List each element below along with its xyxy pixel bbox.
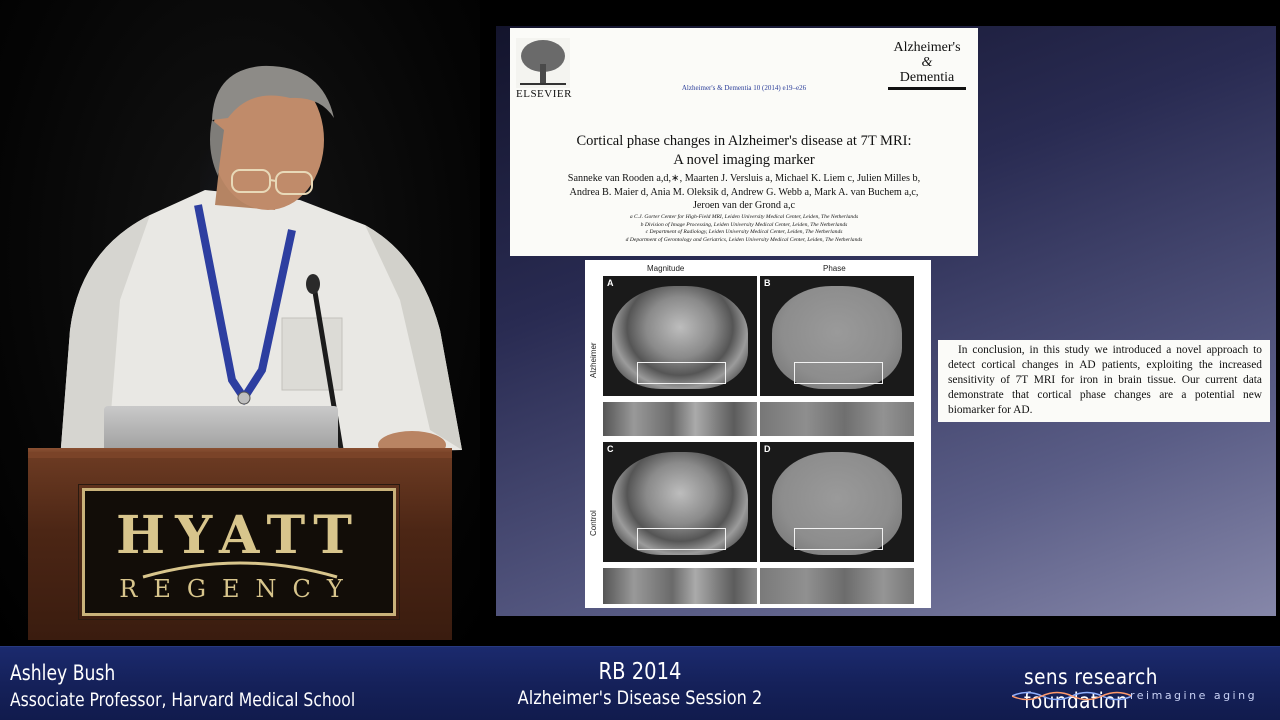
- session-name: Alzheimer's Disease Session 2: [517, 687, 763, 709]
- zoom-strip-d: [760, 568, 914, 604]
- journal-logo-line2: &: [921, 55, 933, 70]
- mri-panel-a: [603, 276, 757, 396]
- projected-slide: [496, 26, 1276, 616]
- paper-title: [530, 132, 958, 170]
- publisher-name: ELSEVIER: [516, 88, 572, 100]
- paper-header: [510, 28, 978, 256]
- column-label-phase: Phase: [823, 264, 846, 273]
- column-label-magnitude: Magnitude: [647, 264, 685, 273]
- roi-box: [637, 528, 726, 550]
- mri-panel-d: [760, 442, 914, 562]
- regency-wordmark: REGENCY: [119, 575, 359, 603]
- panel-letter-b: B: [764, 278, 771, 288]
- authors-line2: Andrea B. Maier d, Ania M. Oleksik d, Andrew G. Webb a, Mark A. van Buchem a,c,: [569, 186, 919, 198]
- roi-box: [794, 528, 883, 550]
- roi-box: [794, 362, 883, 384]
- paper-affiliations: [540, 214, 948, 244]
- affiliation-b: b Division of Image Processing, Leiden University Medical Center, Leiden, The Netherlands: [640, 221, 848, 228]
- zoom-strip-a: [603, 402, 757, 436]
- roi-box: [637, 362, 726, 384]
- zoom-strip-b: [760, 402, 914, 436]
- lower-third-banner: [0, 646, 1280, 720]
- row-label-alzheimer: Alzheimer: [589, 342, 598, 378]
- mri-panel-c: [603, 442, 757, 562]
- speaker-title: Associate Professor, Harvard Medical School: [10, 689, 356, 711]
- conclusion-text: In conclusion, in this study we introduced a novel approach to detect cortical changes in AD patients, exploiting the increased sensitivity of 7T MRI for iron in brain tissue. Our current data demonstrate that cortical phase changes are a potential new biomarker for AD.: [938, 340, 1270, 422]
- journal-logo: [888, 40, 966, 90]
- panel-letter-c: C: [607, 444, 614, 454]
- elsevier-tree-icon: [516, 38, 570, 88]
- stage-video: [0, 0, 480, 640]
- panel-letter-a: A: [607, 278, 614, 288]
- journal-logo-line3: Dementia: [899, 70, 955, 85]
- authors-line1: Sanneke van Rooden a,d,∗, Maarten J. Versluis a, Michael K. Liem c, Julien Milles b,: [567, 173, 921, 184]
- paper-title-line1: Cortical phase changes in Alzheimer's disease at 7T MRI:: [576, 133, 912, 149]
- hyatt-wordmark: HYATT: [116, 505, 362, 566]
- paper-authors: [528, 172, 960, 213]
- event-name: RB 2014: [598, 659, 682, 685]
- panel-letter-d: D: [764, 444, 771, 454]
- affiliation-d: d Department of Gerontology and Geriatrics, Leiden University Medical Center, Leiden, The Netherlands: [625, 236, 863, 243]
- speaker-name: Ashley Bush: [10, 661, 116, 685]
- mri-panel-b: [760, 276, 914, 396]
- row-label-control: Control: [589, 510, 598, 536]
- org-name: sens research foundation: [1024, 665, 1158, 713]
- journal-logo-line1: Alzheimer's: [893, 40, 961, 55]
- journal-citation: Alzheimer's & Dementia 10 (2014) e19–e26: [681, 84, 807, 92]
- org-tagline: reimagine aging: [1130, 689, 1258, 702]
- mri-figure: [585, 260, 931, 608]
- affiliation-c: c Department of Radiology, Leiden University Medical Center, Leiden, The Netherlands: [645, 229, 843, 236]
- authors-line3: Jeroen van der Grond a,c: [692, 200, 796, 211]
- hyatt-regency-logo: [82, 488, 396, 616]
- paper-title-line2: A novel imaging marker: [673, 152, 815, 168]
- zoom-strip-c: [603, 568, 757, 604]
- dna-helix-icon: [1012, 689, 1132, 703]
- laptop: [104, 406, 338, 454]
- affiliation-a: a C.J. Gorter Center for High-Field MRI, Leiden University Medical Center, Leiden, The Netherlands: [629, 214, 859, 220]
